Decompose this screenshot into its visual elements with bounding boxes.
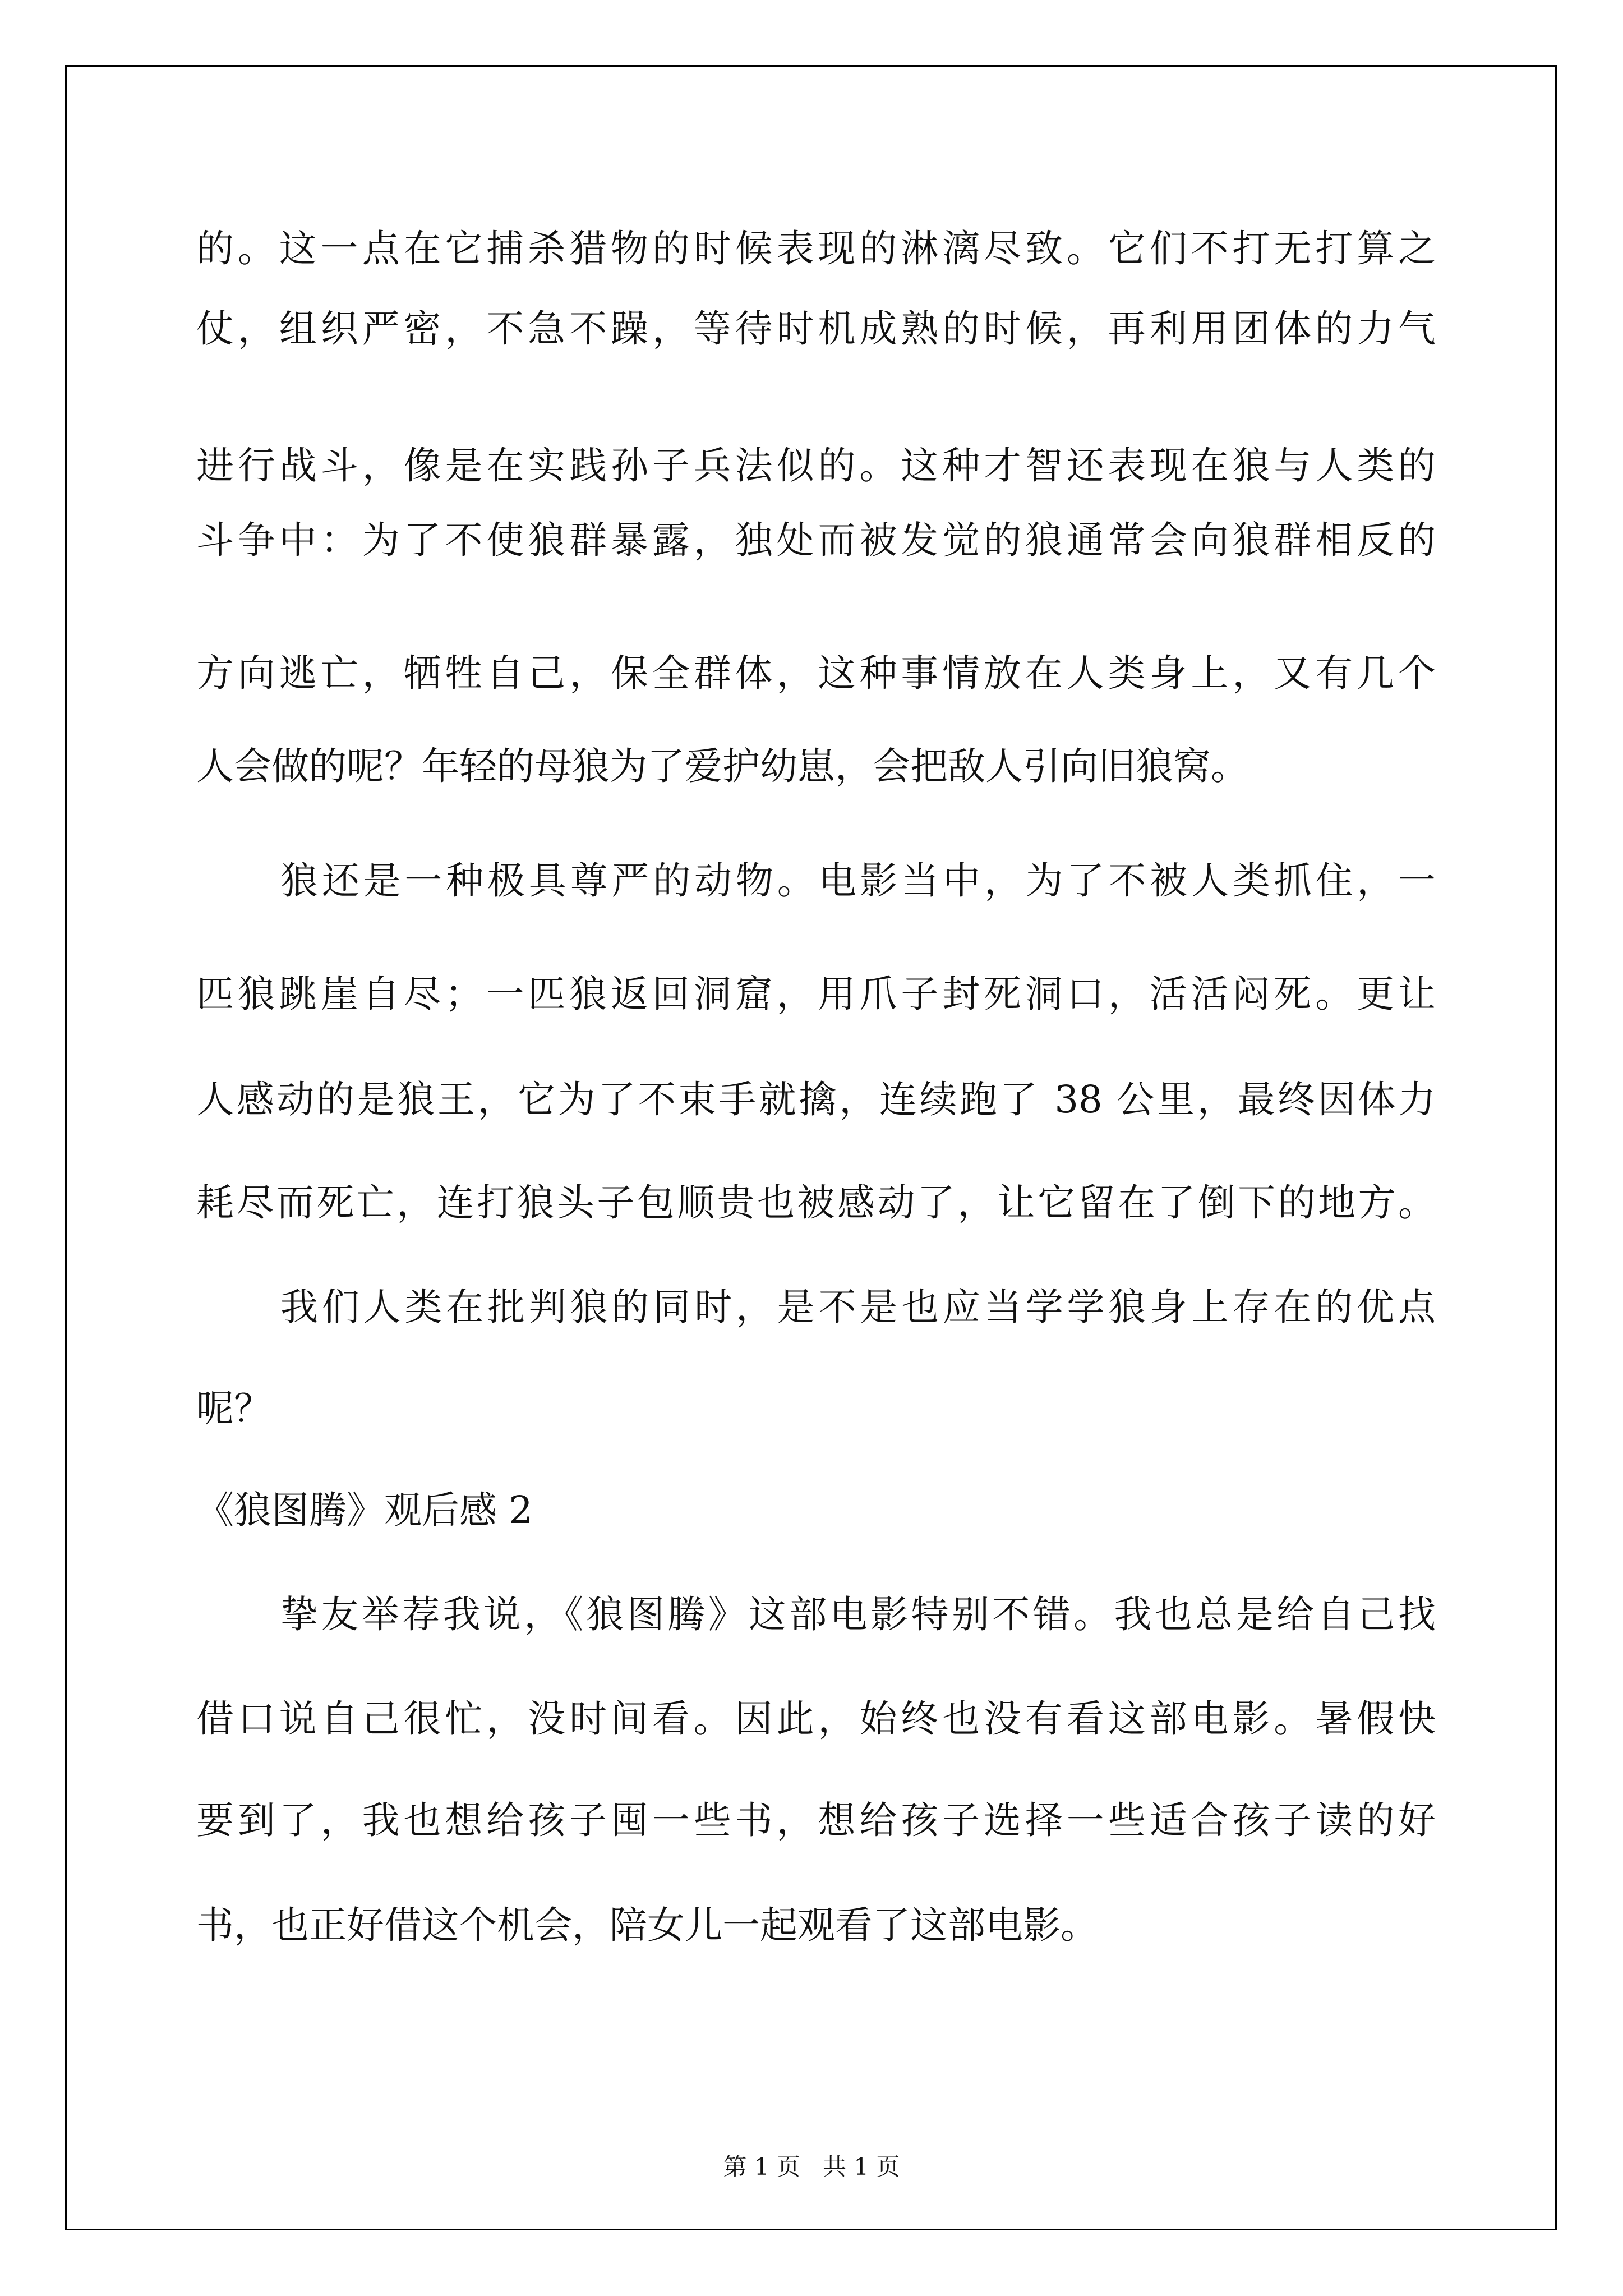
page-footer: 第 1 页 共 1 页 xyxy=(723,2153,900,2180)
paragraph-3-line-2: 呢？ xyxy=(196,1387,271,1430)
paragraph-1-line-6: 人会做的呢？年轻的母狼为了爱护幼崽，会把敌人引向旧狼窝。 xyxy=(196,744,1248,788)
paragraph-2-line-3: 人感动的是狼王，它为了不束手就擒，连续跑了 38 公里，最终因体力 xyxy=(196,1078,1436,1121)
paragraph-2-line-1: 狼还是一种极具尊严的动物。电影当中，为了不被人类抓住，一 xyxy=(280,859,1436,903)
paragraph-1-line-5: 方向逃亡，牺牲自己，保全群体，这种事情放在人类身上，又有几个 xyxy=(196,651,1436,695)
paragraph-2-line-2: 匹狼跳崖自尽；一匹狼返回洞窟，用爪子封死洞口，活活闷死。更让 xyxy=(196,972,1436,1016)
paragraph-3-line-1: 我们人类在批判狼的同时，是不是也应当学学狼身上存在的优点 xyxy=(280,1285,1436,1329)
paragraph-1-line-2: 仗，组织严密，不急不躁，等待时机成熟的时候，再利用团体的力气 xyxy=(196,307,1436,351)
paragraph-4-line-3: 要到了，我也想给孩子囤一些书，想给孩子选择一些适合孩子读的好 xyxy=(196,1798,1436,1842)
paragraph-1-line-1: 的。这一点在它捕杀猎物的时候表现的淋漓尽致。它们不打无打算之 xyxy=(196,227,1436,270)
paragraph-2-line-4: 耗尽而死亡，连打狼头子包顺贵也被感动了，让它留在了倒下的地方。 xyxy=(196,1181,1436,1225)
paragraph-1-line-3: 进行战斗，像是在实践孙子兵法似的。这种才智还表现在狼与人类的 xyxy=(196,444,1436,487)
paragraph-4-line-1: 挚友举荐我说，《狼图腾》这部电影特别不错。我也总是给自己找 xyxy=(280,1593,1436,1636)
paragraph-4-line-2: 借口说自己很忙，没时间看。因此，始终也没有看这部电影。暑假快 xyxy=(196,1697,1436,1741)
paragraph-4-line-4: 书，也正好借这个机会，陪女儿一起观看了这部电影。 xyxy=(196,1903,1098,1947)
section-heading: 《狼图腾》观后感 2 xyxy=(196,1488,533,1532)
paragraph-1-line-4: 斗争中：为了不使狼群暴露，独处而被发觉的狼通常会向狼群相反的 xyxy=(196,518,1436,562)
